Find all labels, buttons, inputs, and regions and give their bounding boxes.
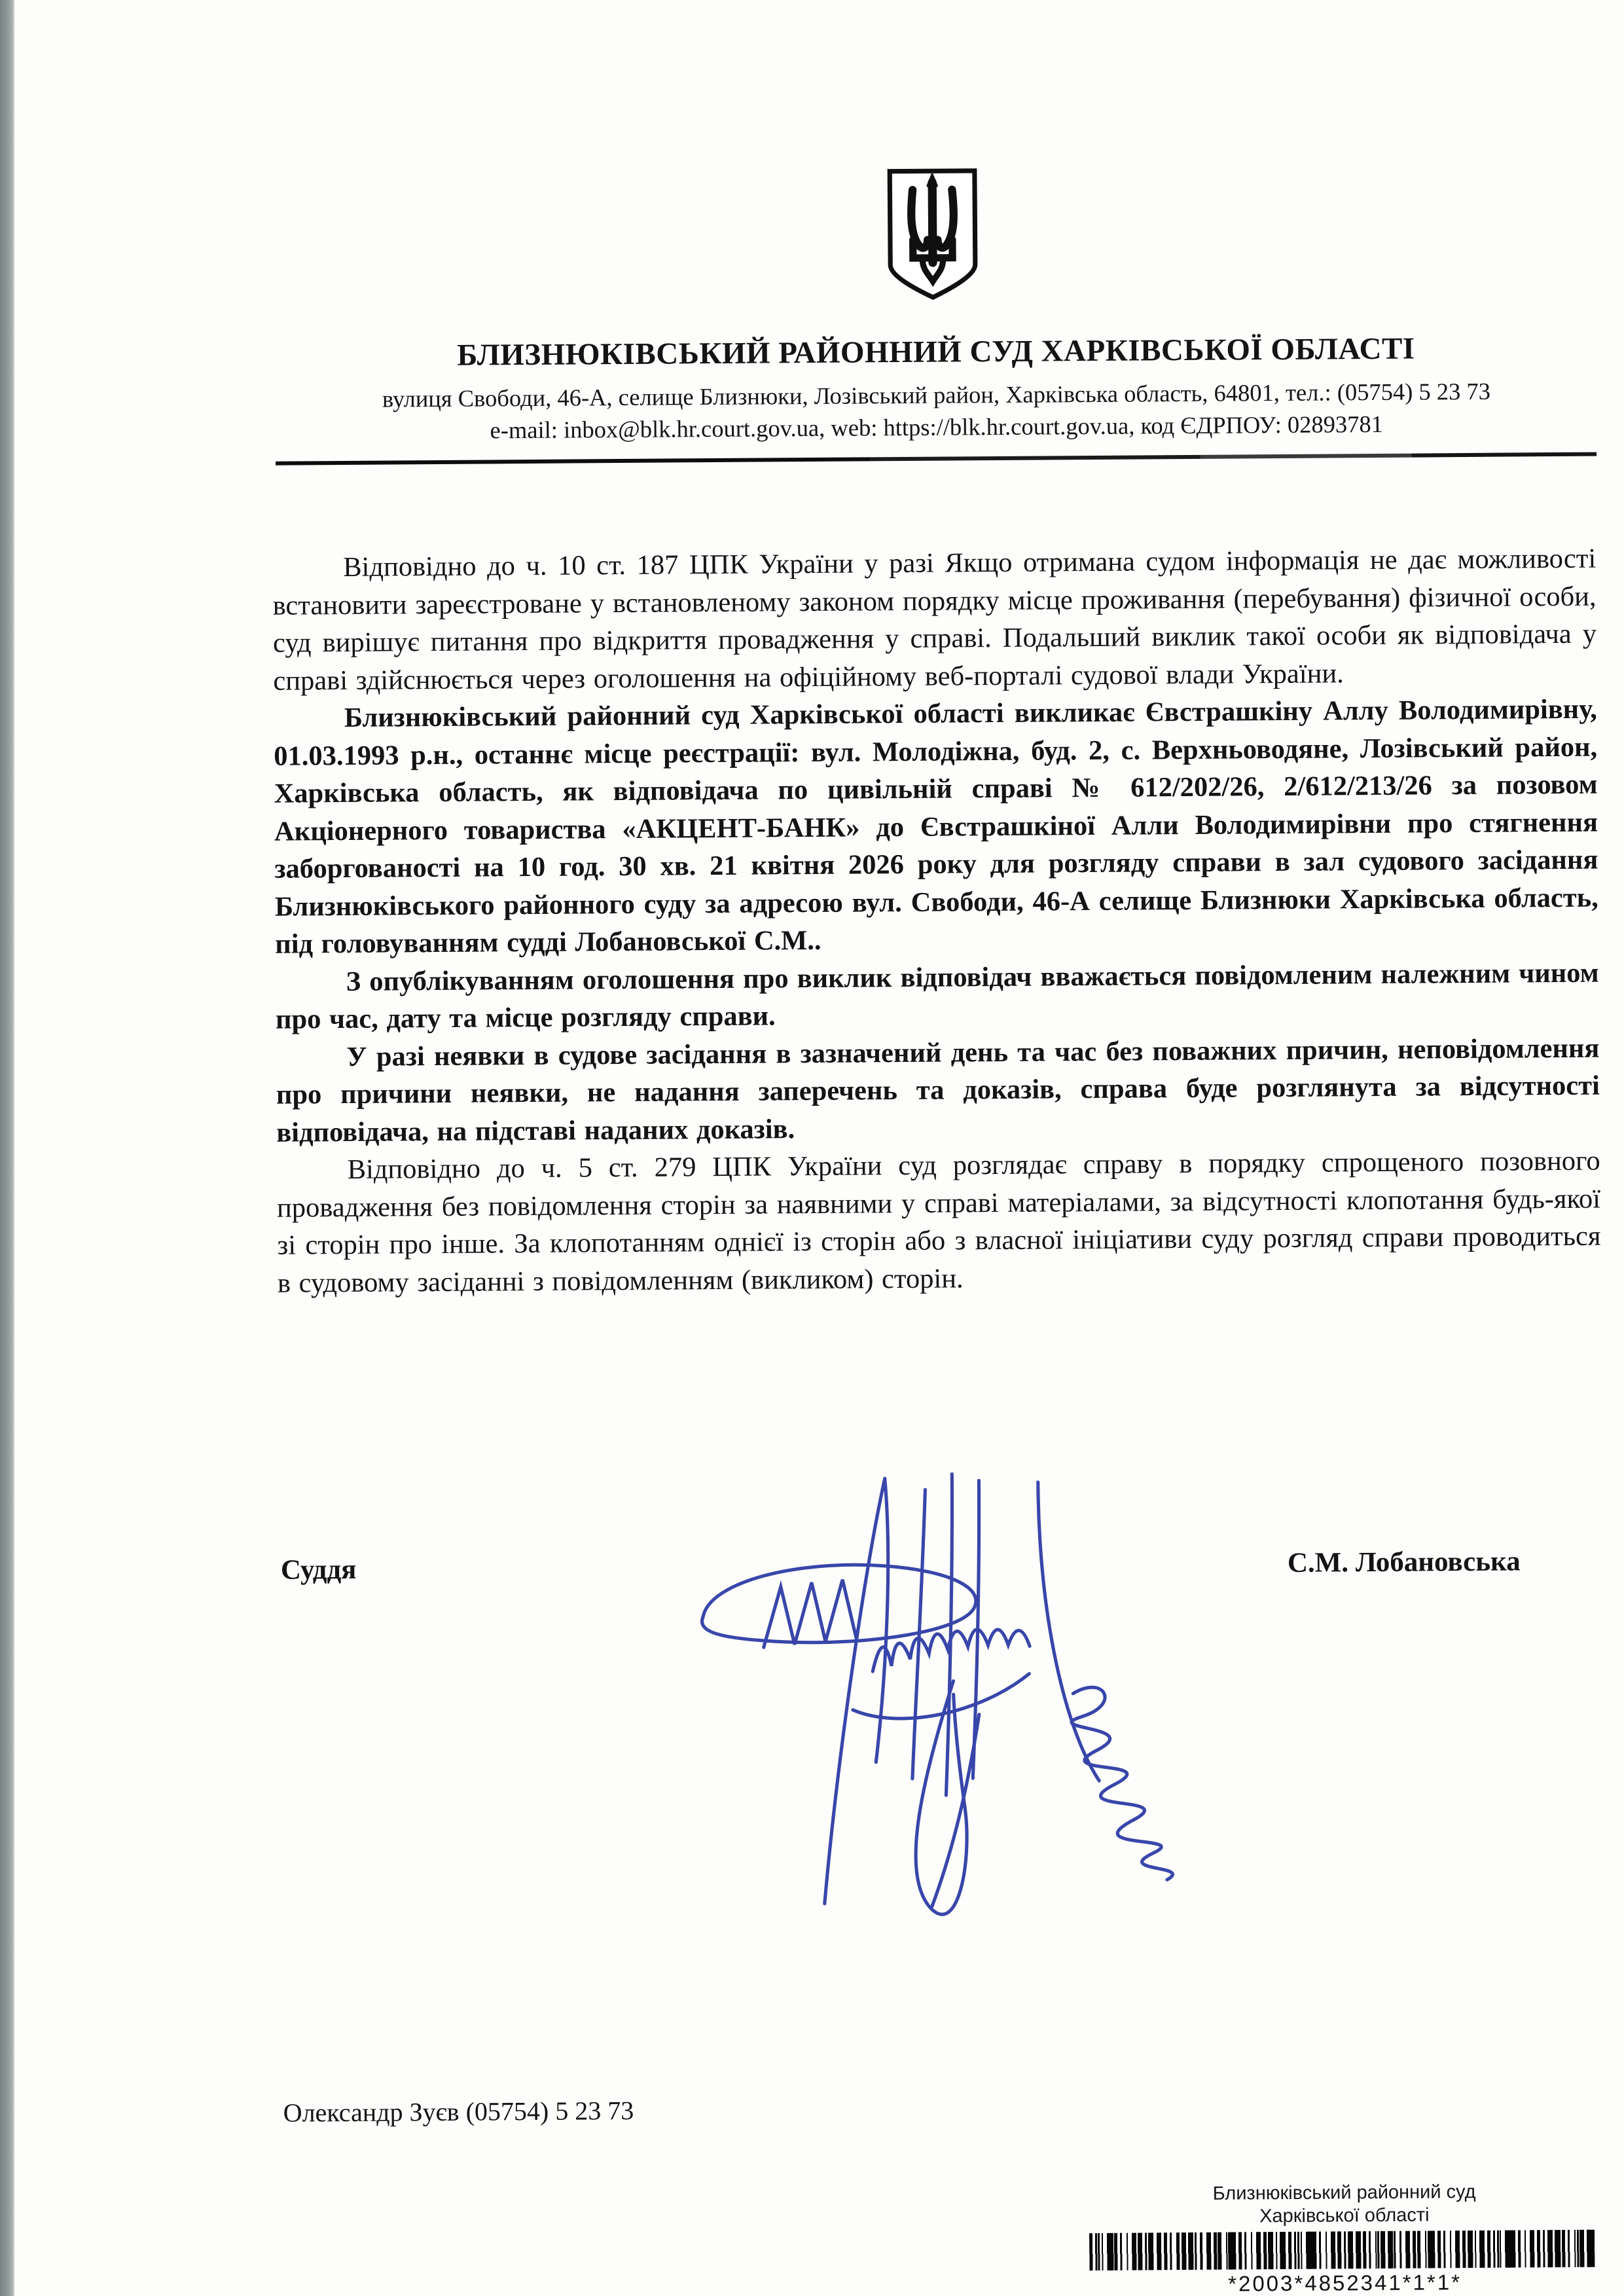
body-paragraph: У разі неявки в судове засідання в зазначений день та час без поважних причин, неповідомлення про причини неявки, не надання заперечень та доказів, справа буде розглянута за відсутності відповідача, на підставі наданих доказів. <box>276 1032 1600 1148</box>
document-body <box>272 540 1601 1302</box>
judge-signature-ink <box>662 1470 1176 1939</box>
letterhead <box>278 330 1595 448</box>
barcode <box>1089 2230 1595 2270</box>
barcode-caption: *2003*4852341*1*1* <box>1228 2270 1462 2296</box>
body-paragraph: Відповідно до ч. 5 ст. 279 ЦПК України суд розглядає справу в порядку спрощеного позовного провадження без повідомлення сторін за наявними у справі матеріалами, за відсутності клопотання будь-якої зі сторін про інше. За клопотанням однієї із сторін або з власної ініціативи суду розгляд справи проводиться в судовому засіданні з повідомленням (викликом) сторін. <box>276 1145 1601 1299</box>
court-name: БЛИЗНЮКІВСЬКИЙ РАЙОННИЙ СУД ХАРКІВСЬКОЇ ОБЛАСТІ <box>457 331 1415 373</box>
court-address: вулиця Свободи, 46-А, селище Близнюки, Лозівський район, Харківська область, 64801, тел.: (05754) 5 23 73 <box>382 377 1491 412</box>
judge-name: С.М. Лобановська <box>1287 1546 1521 1578</box>
body-paragraph: Відповідно до ч. 10 ст. 187 ЦПК України у разі Якщо отримана судом інформація не дає можливості встановити зареєстроване у встановленому законом порядку місце проживання (перебування) фізичної особи, суд вирішує питання про відкриття провадження у справі. Подальший виклик такої особи як відповідача у справі здійснюється через оголошення на офіційному веб-порталі судової влади України. <box>272 543 1597 697</box>
registration-stamp <box>1089 2180 1600 2296</box>
body-paragraph: З опублікуванням оголошення про виклик відповідач вважається повідомленим належним чином про час, дату та місце розгляду справи. <box>275 957 1599 1035</box>
stamp-court-line1: Близнюківський районний суд <box>1212 2181 1476 2204</box>
letterhead-divider <box>276 452 1597 465</box>
footer-contact-person: Олександр Зуєв (05754) 5 23 73 <box>283 2095 634 2128</box>
stamp-court-line2: Харківської області <box>1259 2204 1430 2227</box>
court-contacts: e-mail: inbox@blk.hr.court.gov.ua, web: https://blk.hr.court.gov.ua, код ЄДРПОУ: 02893781 <box>490 410 1384 444</box>
ukraine-coat-of-arms-icon <box>884 164 981 302</box>
judge-role-label: Суддя <box>280 1554 357 1586</box>
body-paragraph: Близнюківський районний суд Харківської області викликає Євстрашкіну Аллу Володимирівну, 01.03.1993 р.н., останнє місце реєстрації: вул. Молодіжна, буд. 2, с. Верхньоводяне, Лозівський район, Харківська область, як відповідача по цивільній справі № 612/202/26, 2/612/213/26 за позовом Акціонерного товариства «АКЦЕНТ-БАНК» до Євстрашкіної Алли Володимирівни про стягнення заборгованості на 10 год. 30 хв. 21 квітня 2026 року для розгляду справи в зал судового засідання Близнюківського районного суду за адресою вул. Свободи, 46-А селище Близнюки Харківська область, під головуванням судді Лобановської С.М.. <box>274 693 1598 960</box>
